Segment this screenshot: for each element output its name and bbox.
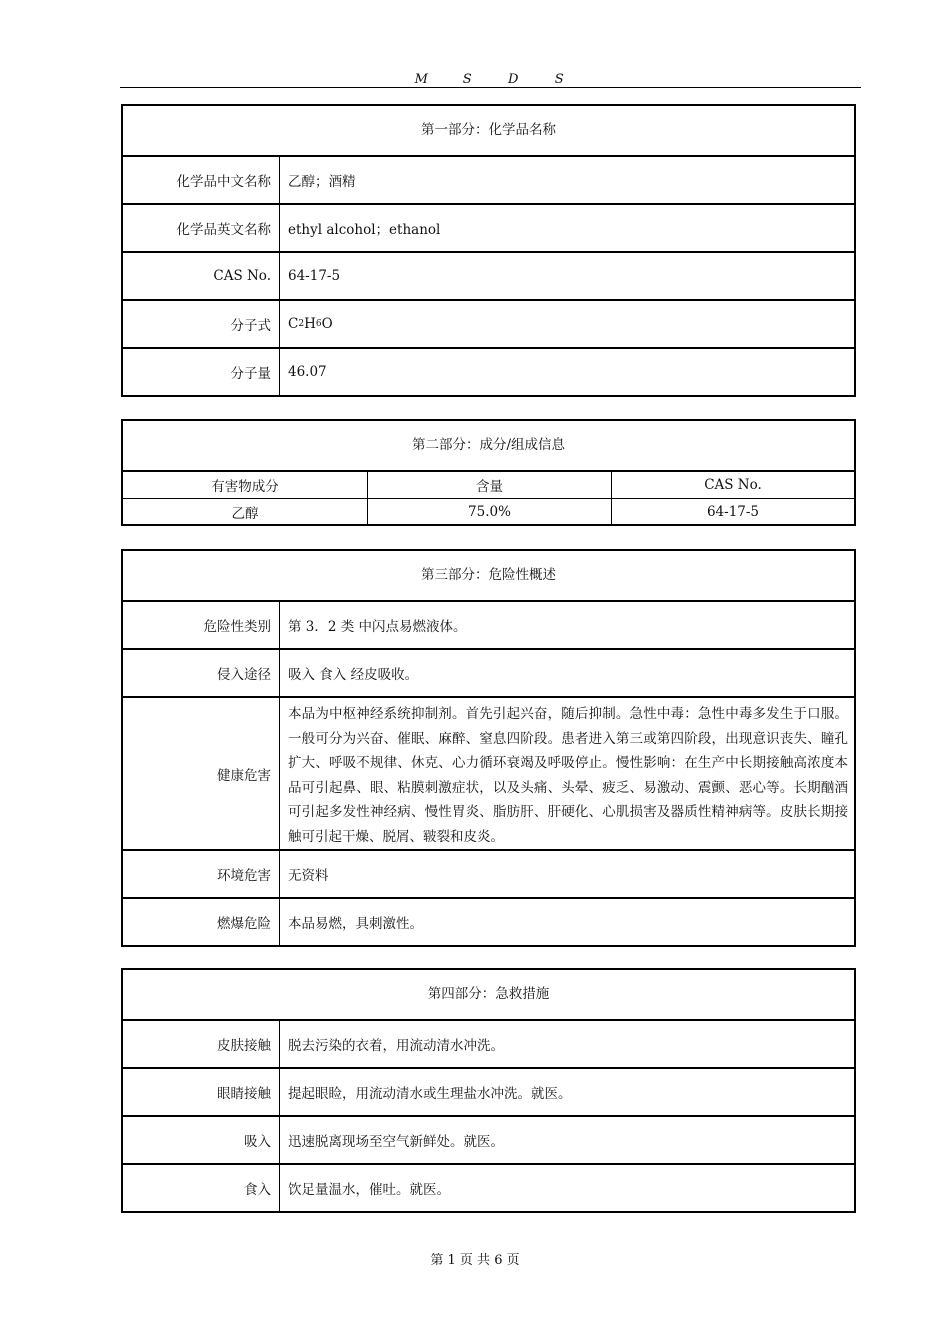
row-label: 化学品中文名称 <box>123 157 280 203</box>
molecular-formula: C 2 H 6 O <box>288 316 333 332</box>
row-label: 健康危害 <box>123 698 280 849</box>
section-title: 第一部分：化学品名称 <box>123 106 854 157</box>
table-row <box>123 253 854 301</box>
row-value: 提起眼睑，用流动清水或生理盐水冲洗。就医。 <box>288 1086 572 1102</box>
table-row <box>123 499 854 524</box>
table-row <box>123 205 854 253</box>
page-header <box>120 70 861 88</box>
row-label: 吸入 <box>123 1117 280 1163</box>
column-header: CAS No. <box>611 472 854 498</box>
section-composition <box>121 419 856 526</box>
section-chemical-name <box>121 104 856 397</box>
row-label: 分子量 <box>123 349 280 395</box>
row-value: 46.07 <box>288 364 327 380</box>
table-row <box>123 851 854 899</box>
table-row <box>123 650 854 698</box>
section-title: 第三部分：危险性概述 <box>123 551 854 602</box>
header-letter: D <box>508 72 519 87</box>
table-row <box>123 1165 854 1211</box>
table-row <box>123 602 854 650</box>
header-letter: S <box>554 72 565 87</box>
header-title <box>120 72 861 87</box>
row-label: 分子式 <box>123 301 280 347</box>
row-label: 化学品英文名称 <box>123 205 280 251</box>
row-label: 危险性类别 <box>123 602 280 648</box>
table-row <box>123 301 854 349</box>
table-cell: 75.0% <box>367 499 611 524</box>
row-value: 本品为中枢神经系统抑制剂。首先引起兴奋，随后抑制。急性中毒：急性中毒多发生于口服。一般可分为兴奋、催眠、麻醉、窒息四阶段。患者进入第三或第四阶段，出现意识丧失、瞳孔扩大、呼吸不规律、休克、心力循环衰竭及呼吸停止。慢性影响：在生产中长期接触高浓度本品可引起鼻、眼、粘膜刺激症状，以及头痛、头晕、疲乏、易激动、震颤、恶心等。长期酗酒可引起多发性神经病、慢性胃炎、脂肪肝、肝硬化、心肌损害及器质性精神病等。皮肤长期接触可引起干燥、脱屑、皲裂和皮炎。 <box>288 706 848 845</box>
row-value: 第 3．2 类 中闪点易燃液体。 <box>288 619 467 635</box>
section-title: 第四部分：急救措施 <box>123 970 854 1021</box>
table-cell: 乙醇 <box>231 505 259 522</box>
table-row <box>123 1117 854 1165</box>
row-label: 食入 <box>123 1165 280 1211</box>
row-value: 乙醇；酒精 <box>288 174 356 190</box>
header-letter: S <box>462 72 473 87</box>
table-row <box>123 157 854 205</box>
section-hazards <box>121 549 856 947</box>
row-value: ethyl alcohol；ethanol <box>288 222 441 238</box>
row-label: 皮肤接触 <box>123 1021 280 1067</box>
table-header-row <box>123 472 854 499</box>
table-row <box>123 349 854 395</box>
formula-part: H <box>304 316 316 332</box>
table-row <box>123 1069 854 1117</box>
row-label: 眼睛接触 <box>123 1069 280 1115</box>
column-header: 有害物成分 <box>211 479 279 495</box>
section-first-aid <box>121 968 856 1213</box>
column-header: 含量 <box>367 472 611 498</box>
row-label: 环境危害 <box>123 851 280 897</box>
row-label: 侵入途径 <box>123 650 280 696</box>
row-value: 迅速脱离现场至空气新鲜处。就医。 <box>288 1134 504 1150</box>
row-value: 饮足量温水，催吐。就医。 <box>288 1182 450 1198</box>
page-number: 第 1 页 共 6 页 <box>430 1253 520 1268</box>
row-value: 本品易燃，具刺激性。 <box>288 916 423 932</box>
formula-part: C <box>288 316 299 332</box>
table-cell: 64-17-5 <box>611 499 854 524</box>
row-value: 无资料 <box>288 868 329 884</box>
header-letter: M <box>414 72 429 87</box>
table-row <box>123 899 854 945</box>
formula-part: O <box>321 316 333 332</box>
row-value: 64-17-5 <box>288 268 341 284</box>
table-row <box>123 698 854 851</box>
row-value: 吸入 食入 经皮吸收。 <box>288 667 419 683</box>
row-value: 脱去污染的衣着，用流动清水冲洗。 <box>288 1038 504 1054</box>
section-title: 第二部分：成分/组成信息 <box>123 421 854 472</box>
row-label: CAS No. <box>123 253 280 299</box>
row-label: 燃爆危险 <box>123 899 280 945</box>
table-row <box>123 1021 854 1069</box>
